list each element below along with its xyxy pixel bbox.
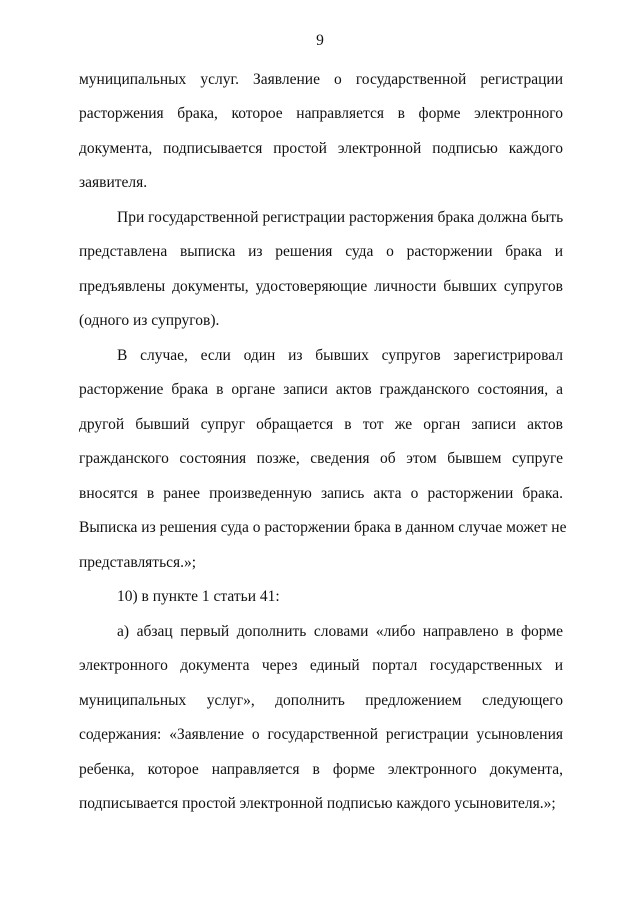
text-line: При государственной регистрации расторжения брака должна быть	[117, 209, 564, 226]
text-line: предъявлены документы, удостоверяющие личности бывших супругов	[79, 278, 563, 295]
text-line: документа, подписывается простой электронной подписью каждого	[79, 140, 563, 157]
text-line: Выписка из решения суда о расторжении брака в данном случае может не	[79, 519, 567, 536]
text-line: муниципальных услуг», дополнить предложением следующего	[79, 692, 563, 709]
text-line: вносятся в ранее произведенную запись акта о расторжении брака.	[79, 485, 563, 502]
text-line: расторжения брака, которое направляется в форме электронного	[79, 105, 563, 122]
text-line: ребенка, которое направляется в форме электронного документа,	[79, 761, 563, 778]
text-line: расторжение брака в органе записи актов гражданского состояния, а	[79, 381, 563, 398]
text-line: гражданского состояния позже, сведения об этом бывшем супруге	[79, 450, 563, 467]
text-line: (одного из супругов).	[79, 312, 220, 329]
text-line: представлена выписка из решения суда о расторжении брака и	[79, 243, 563, 260]
text-line: 10) в пункте 1 статьи 41:	[117, 588, 280, 605]
text-line: заявителя.	[79, 174, 148, 191]
text-line: подписывается простой электронной подписью каждого усыновителя.»;	[79, 795, 556, 812]
text-line: В случае, если один из бывших супругов зарегистрировал	[117, 347, 563, 364]
text-line: содержания: «Заявление о государственной регистрации усыновления	[79, 726, 563, 743]
text-line: муниципальных услуг. Заявление о государственной регистрации	[79, 71, 563, 88]
text-line: а) абзац первый дополнить словами «либо направлено в форме	[117, 623, 563, 640]
text-line: представляться.»;	[79, 554, 197, 571]
page-number: 9	[316, 32, 324, 49]
text-line: другой бывший супруг обращается в тот же орган записи актов	[79, 416, 563, 433]
text-line: электронного документа через единый портал государственных и	[79, 657, 563, 674]
